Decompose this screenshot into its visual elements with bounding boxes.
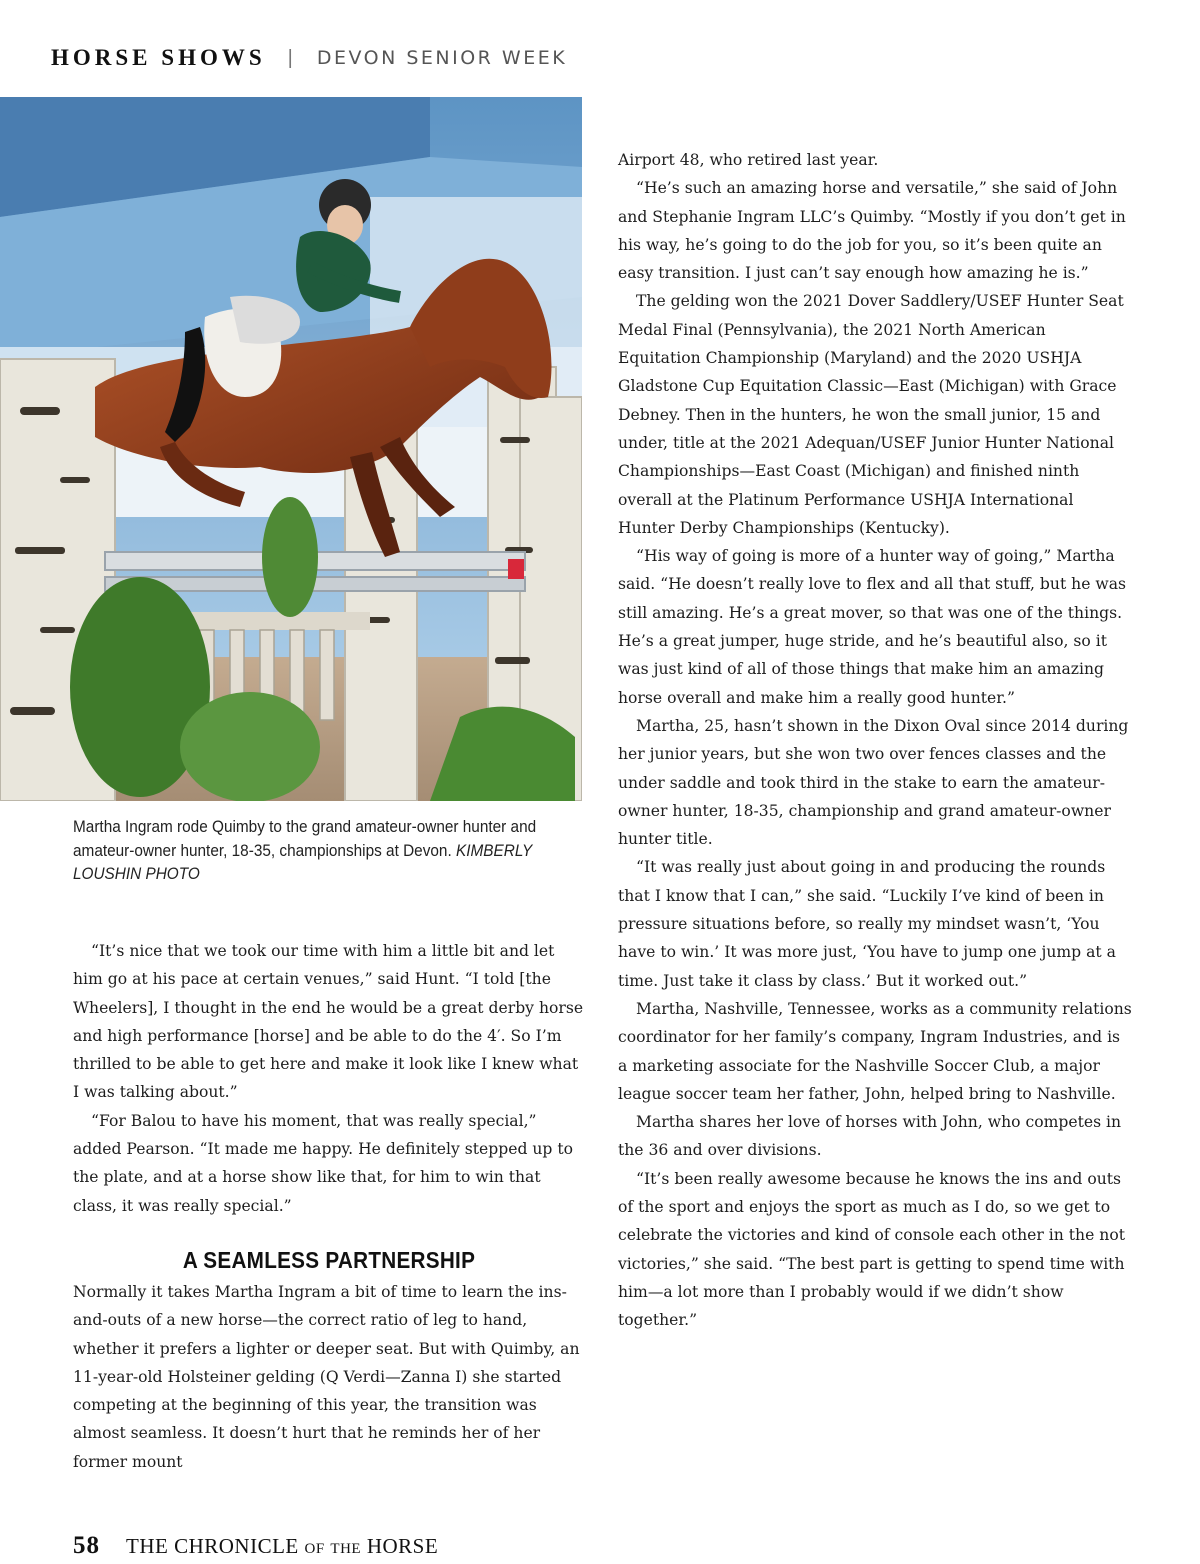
page-footer bbox=[73, 1528, 438, 1564]
section-subhead: A SEAMLESS PARTNERSHIP bbox=[182, 1246, 476, 1273]
article-paragraph: Normally it takes Martha Ingram a bit of time to learn the ins-and-outs of a new horse—the correct ratio of leg to hand, whether it prefers a lighter or deeper seat. But with Quimby, an 11-year-old Holsteiner gelding (Q Verdi—Zanna I) she started competing at the beginning of this year, the transition was almost seamless. It doesn’t hurt that he reminds her of her former mount bbox=[73, 1282, 580, 1471]
magazine-logo: THE CHRONICLE of the HORSE bbox=[126, 1533, 439, 1558]
section-title: HORSE SHOWS bbox=[51, 45, 266, 70]
article-paragraph: Airport 48, who retired last year. bbox=[618, 151, 879, 169]
caption-text: Martha Ingram rode Quimby to the grand amateur-owner hunter and amateur-owner hunter, 18-35, championships at Devon. bbox=[73, 818, 537, 860]
running-header bbox=[51, 42, 567, 74]
page-number: 58 bbox=[73, 1532, 100, 1559]
article-paragraph: “He’s such an amazing horse and versatile,” she said of John and Stephanie Ingram LLC’s Quimby. “Mostly if you don’t get in his way, he’s going to do the job for you, so it’s been quite an easy transition. I just can’t say enough how amazing he is.” bbox=[618, 179, 1126, 283]
article-paragraph: Martha shares her love of horses with John, who competes in the 36 and over divisions. bbox=[618, 1113, 1122, 1160]
photo-credit: KIMBERLY LOUSHIN PHOTO bbox=[73, 841, 532, 883]
left-column bbox=[73, 937, 585, 1476]
header-separator: | bbox=[287, 46, 293, 69]
article-paragraph: “For Balou to have his moment, that was really special,” added Pearson. “It made me happy. He definitely stepped up to the plate, and at a horse show like that, for him to win that class, it was really special.” bbox=[73, 1111, 574, 1215]
article-paragraph: The gelding won the 2021 Dover Saddlery/USEF Hunter Seat Medal Final (Pennsylvania), the 2021 North American Equitation Championship (Maryland) and the 2020 USHJA Gladstone Cup Equitation Classic—East (Michigan) with Grace Debney. Then in the hunters, he won the small junior, 15 and under, title at the 2021 Adequan/USEF Junior Hunter National Championships—East Coast (Michigan) and finished ninth overall at the Platinum Performance USHJA International Hunter Derby Championships (Kentucky). bbox=[618, 292, 1124, 537]
article-paragraph: “It was really just about going in and producing the rounds that I know that I can,” she said. “Luckily I’ve kind of been in pressure situations before, so really my mindset wasn’t, ‘You have to win.’ It was more just, ‘You have to jump one jump at a time. Just take it class by class.’ But it worked out.” bbox=[618, 858, 1116, 990]
article-paragraph: “His way of going is more of a hunter way of going,” Martha said. “He doesn’t really love to flex and all that stuff, but he was still amazing. He’s a great mover, so that was one of the things. He’s a great jumper, huge stride, and he’s beautiful also, so it was just kind of all of those things that make him an amazing horse overall and make him a really good hunter.” bbox=[618, 547, 1127, 707]
article-paragraph: “It’s been really awesome because he knows the ins and outs of the sport and enjoys the sport as much as I do, so we get to celebrate the victories and kind of console each other in the not victories,” she said. “The best part is getting to spend time with him—a lot more than I probably would if we didn’t show together.” bbox=[618, 1169, 1125, 1330]
photo-caption bbox=[73, 816, 547, 887]
article-paragraph: “It’s nice that we took our time with him a little bit and let him go at his pace at certain venues,” said Hunt. “I told [the Wheelers], I thought in the end he would be a great derby horse and high performance [horse] and be able to do the 4′. So I’m thrilled to be able to get here and make it look like I knew what I was talking about.” bbox=[73, 942, 584, 1102]
right-column bbox=[618, 146, 1132, 1334]
horse-jump-photo bbox=[0, 97, 582, 801]
section-subtitle: DEVON SENIOR WEEK bbox=[316, 47, 568, 69]
article-paragraph: Martha, 25, hasn’t shown in the Dixon Oval since 2014 during her junior years, but she won two over fences classes and the under saddle and took third in the stake to earn the amateur-owner hunter, 18-35, championship and grand amateur-owner hunter title. bbox=[618, 716, 1129, 849]
article-paragraph: Martha, Nashville, Tennessee, works as a community relations coordinator for her family’s company, Ingram Industries, and is a marketing associate for the Nashville Soccer Club, a major league soccer team her father, John, helped bring to Nashville. bbox=[618, 999, 1132, 1103]
